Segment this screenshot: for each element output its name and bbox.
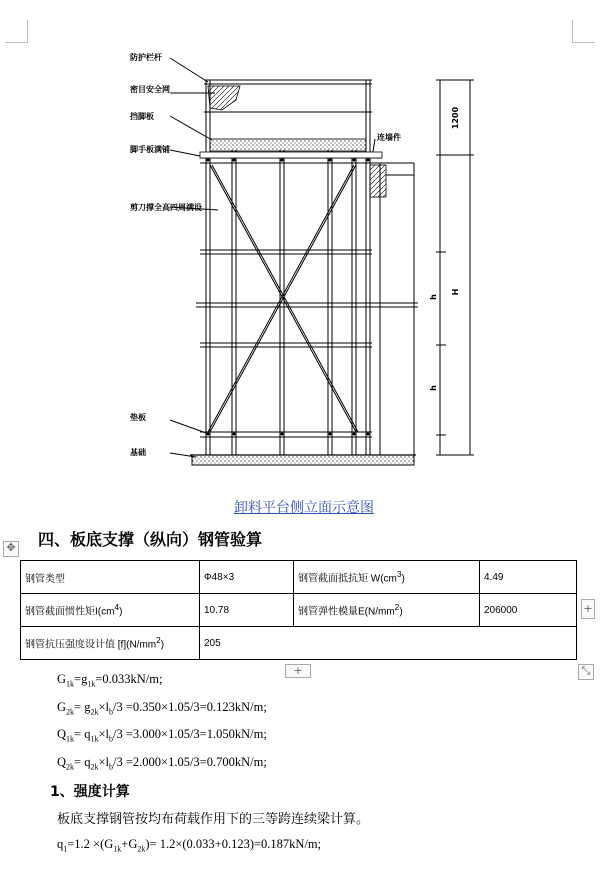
cell-inertia-label: 钢管截面惯性矩$I(cm^4)$ bbox=[21, 594, 200, 627]
section-title: 四、板底支撑（纵向）钢管验算 bbox=[38, 530, 263, 549]
cell-elastic-modulus-value: 206000 bbox=[480, 594, 577, 627]
cell-strength-value: 205 bbox=[200, 627, 577, 660]
table-row bbox=[21, 561, 577, 594]
label-pad: 垫板 bbox=[130, 413, 146, 422]
label-connector: 连墙件 bbox=[377, 133, 401, 142]
label-toe-board: 挡脚板 bbox=[130, 112, 154, 121]
steel-pipe-params-table bbox=[20, 560, 577, 660]
dim-h2: h bbox=[429, 385, 438, 391]
add-row-button[interactable]: + bbox=[285, 664, 311, 678]
cell-pipe-type-label: 钢管类型 bbox=[21, 561, 200, 594]
dim-h1: h bbox=[429, 294, 438, 300]
subsection-title: 1、强度计算 bbox=[50, 784, 130, 800]
table-row bbox=[21, 627, 577, 660]
dim-top: 1200 bbox=[451, 106, 460, 130]
formula-g2k: $G_{2k}= g_{2k}\times l_b/3 =0.350\times 1.05/3=0.123kN/m$; bbox=[57, 700, 267, 717]
cell-elastic-modulus-label: 钢管弹性模量$E(N/mm^2)$ bbox=[294, 594, 480, 627]
dim-total: H bbox=[451, 288, 460, 296]
formula-q1k: $Q_{1k}= q_{1k}\times l_b/3 =3.000\times 1.05/3=1.050kN/m$; bbox=[57, 727, 267, 744]
formula-q1: $q_1=1.2 \times(G_{1k}+G_{2k})= 1.2\times(0.033+0.123)=0.187kN/m$; bbox=[57, 837, 322, 854]
figure-caption[interactable]: 卸料平台侧立面示意图 bbox=[234, 500, 374, 516]
cell-inertia-value: 10.78 bbox=[200, 594, 294, 627]
cell-section-modulus-value: 4.49 bbox=[480, 561, 577, 594]
add-column-button[interactable]: + bbox=[581, 599, 595, 619]
label-safety-net: 密目安全网 bbox=[130, 85, 170, 94]
label-scaffold-board: 脚手板满铺 bbox=[130, 145, 170, 154]
cell-pipe-type-value: Ф48×3 bbox=[200, 561, 294, 594]
paragraph-text: 板底支撑钢管按均布荷载作用下的三等跨连续梁计算。 bbox=[57, 812, 370, 827]
table-resize-handle[interactable]: ⤡ bbox=[578, 664, 594, 680]
formula-g1k: $G_{1k}=g_{1k}=0.033kN/m$; bbox=[57, 672, 163, 689]
table-row bbox=[21, 594, 577, 627]
cell-section-modulus-label: 钢管截面抵抗矩 $W(cm^3)$ bbox=[294, 561, 480, 594]
cell-strength-label: 钢管抗压强度设计值 $[f](N/mm^2)$ bbox=[21, 627, 200, 660]
label-guardrail: 防护栏杆 bbox=[130, 53, 162, 62]
label-foundation: 基础 bbox=[130, 448, 146, 457]
table-move-handle[interactable]: ✥ bbox=[3, 541, 19, 557]
formula-q2k: $Q_{2k}= q_{2k}\times l_b/3 =2.000\times 1.05/3=0.700kN/m$; bbox=[57, 755, 267, 772]
label-scissor-brace: 剪刀撑全高四周满设 bbox=[130, 203, 202, 212]
